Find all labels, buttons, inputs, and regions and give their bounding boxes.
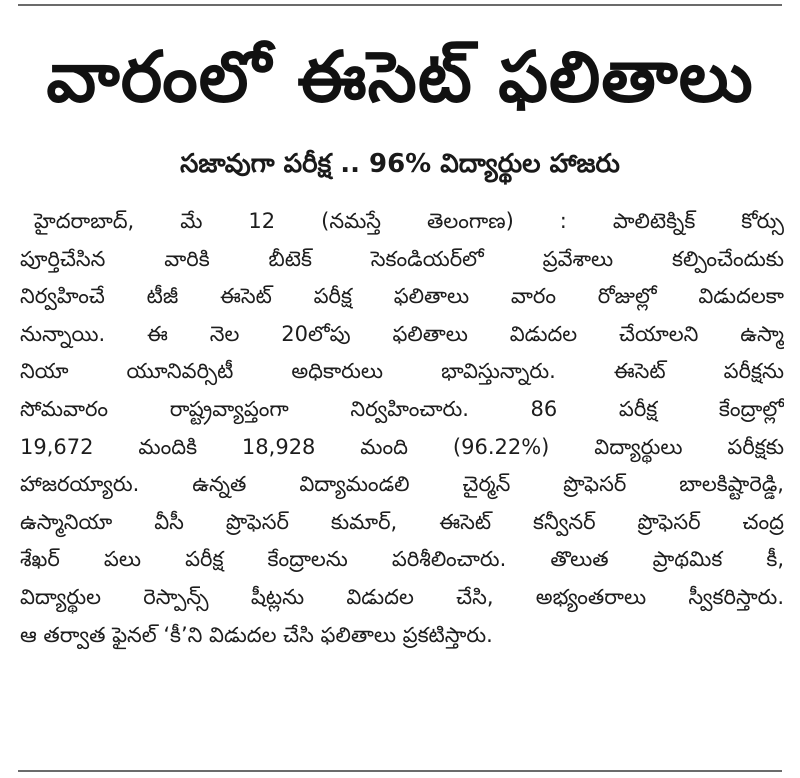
body-line: నిర్వహించే టీజీ ఈసెట్‌ పరీక్ష ఫలితాలు వారం రోజుల్లో విడుదలకా [20, 284, 784, 309]
body-line: హైదరాబాద్‌, మే 12 (నమస్తే తెలంగాణ) : పాలిటెక్నిక్‌ కోర్సు [34, 209, 784, 233]
body-line: శేఖర్‌ పలు పరీక్ష కేంద్రాలను పరిశీలించారు. తొలుత ప్రాథమిక కీ, [20, 547, 784, 572]
bottom-divider [18, 770, 782, 772]
body-line: సోమవారం రాష్ట్రవ్యాప్తంగా నిర్వహించారు. 86 పరీక్ష కేంద్రాల్లో [20, 396, 784, 421]
body-line: విద్యార్థుల రెస్పాన్స్‌ షీట్లను విడుదల చేసి, అభ్యంతరాలు స్వీకరిస్తారు. [20, 584, 784, 609]
body-line: హాజరయ్యారు. ఉన్నత విద్యామండలి చైర్మన్‌ ప్రొఫెసర్‌ బాలకిష్టారెడ్డి, [20, 472, 784, 497]
body-line: పూర్తిచేసిన వారికి బీటెక్‌ సెకండియర్‌లో ప్రవేశాలు కల్పించేందుకు [20, 246, 784, 271]
body-line: నియా యూనివర్సిటీ అధికారులు భావిస్తున్నారు. ఈసెట్‌ పరీక్షను [20, 359, 784, 384]
body-line: ఆ తర్వాత ఫైనల్‌ ‘కీ’ని విడుదల చేసి ఫలితాలు ప్రకటిస్తారు. [20, 622, 493, 647]
body-line: 19,672 మందికి 18,928 మంది (96.22%) విద్యార్థులు పరీక్షకు [20, 434, 784, 459]
body-line: నున్నాయి. ఈ నెల 20లోపు ఫలితాలు విడుదల చేయాలని ఉస్మా [20, 321, 784, 346]
body-line: ఉస్మానియా వీసీ ప్రొఫెసర్‌ కుమార్‌, ఈసెట్‌ కన్వీనర్‌ ప్రొఫెసర్‌ చంద్ర [20, 509, 784, 534]
top-divider [18, 4, 782, 6]
article-headline: వారంలో ఈసెట్‌ ఫలితాలు [46, 36, 754, 118]
article-subheadline: సజావుగా పరీక్ష .. 96% విద్యార్థుల హాజరు [180, 149, 620, 179]
article-body [20, 203, 784, 654]
